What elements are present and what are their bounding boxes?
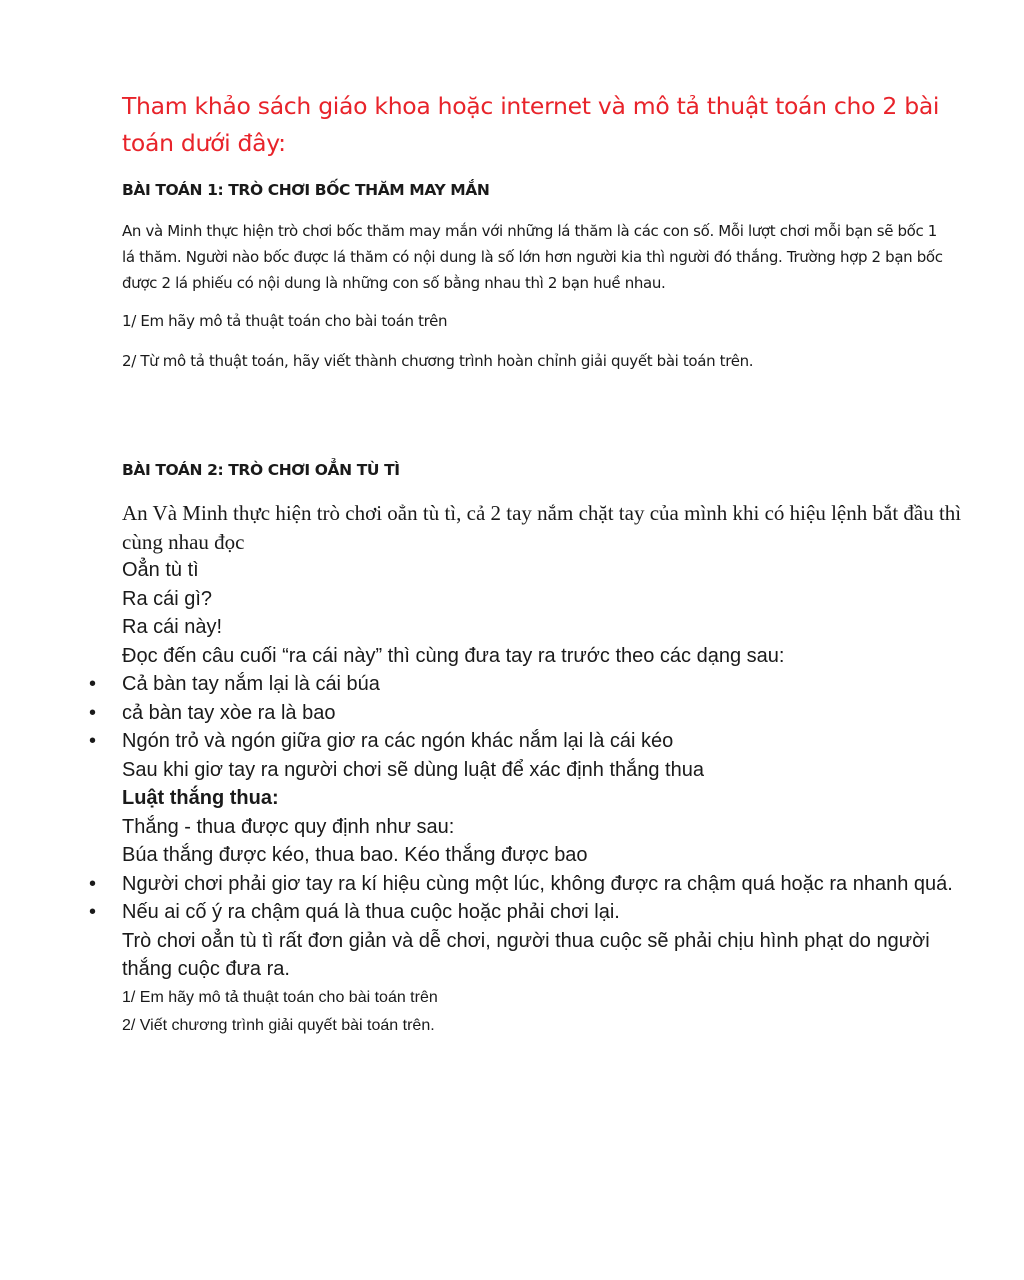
- problem-2-body: [89, 499, 982, 1040]
- bullet-dot-icon: •: [89, 701, 97, 724]
- shape-bullet-2: [89, 699, 982, 728]
- shape-bullet-3-text: Ngón trỏ và ngón giữa giơ ra các ngón khác nắm lại là cái kéo: [122, 730, 674, 752]
- bullet-dot-icon: •: [89, 730, 97, 752]
- rule-bullet-1-text: Người chơi phải giơ tay ra kí hiệu cùng một lúc, không được ra chậm quá hoặc ra nhanh quá.: [122, 872, 953, 895]
- problem-2-question-2: 2/ Viết chương trình giải quyết bài toán trên.: [122, 1016, 435, 1034]
- page-title: Tham khảo sách giáo khoa hoặc internet và mô tả thuật toán cho 2 bài toán dưới đây:: [122, 92, 940, 157]
- instruction-line: Đọc đến câu cuối “ra cái này” thì cùng đưa tay ra trước theo các dạng sau:: [122, 644, 785, 667]
- problem-1-question-1: 1/ Em hãy mô tả thuật toán cho bài toán trên: [122, 312, 448, 330]
- shape-bullet-2-text: cả bàn tay xòe ra là bao: [122, 701, 336, 724]
- after-shapes-line: Sau khi giơ tay ra người chơi sẽ dùng luật để xác định thắng thua: [122, 758, 704, 781]
- chant-line-2: Ra cái gì?: [122, 587, 213, 610]
- shape-bullet-1: [89, 670, 982, 699]
- problem-2-heading: BÀI TOÁN 2: TRÒ CHƠI OẲN TÙ TÌ: [122, 461, 400, 479]
- bullet-dot-icon: •: [89, 872, 97, 895]
- rule-bullet-2: [89, 898, 982, 927]
- problem-2-question-1: 1/ Em hãy mô tả thuật toán cho bài toán trên: [122, 988, 438, 1006]
- shape-bullet-3: [89, 727, 982, 756]
- chant-line-1: Oẳn tù tì: [122, 559, 199, 581]
- problem-1-section: [122, 178, 952, 374]
- shape-bullet-1-text: Cả bàn tay nắm lại là cái búa: [122, 673, 380, 695]
- rule-bullet-2-text: Nếu ai cố ý ra chậm quá là thua cuộc hoặc phải chơi lại.: [122, 901, 620, 923]
- problem-1-description: An và Minh thực hiện trò chơi bốc thăm may mắn với những lá thăm là các con số. Mỗi lượt chơi mỗi bạn sẽ bốc 1 lá thăm. Người nào bốc được lá thăm có nội dung là số lớn hơn người kia thì người đó thắng. Trường hợp 2 bạn bốc được 2 lá phiếu có nội dung là những con số bằng nhau thì 2 bạn huề nhau.: [122, 222, 943, 292]
- rule-main: Búa thắng được kéo, thua bao. Kéo thắng được bao: [122, 844, 588, 866]
- problem-1-question-2: 2/ Từ mô tả thuật toán, hãy viết thành chương trình hoàn chỉnh giải quyết bài toán trên.: [122, 352, 754, 370]
- rule-bullet-1: [89, 870, 982, 899]
- closing-line: Trò chơi oẳn tù tì rất đơn giản và dễ chơi, người thua cuộc sẽ phải chịu hình phạt do người thắng cuộc đưa ra.: [122, 929, 930, 980]
- bullet-dot-icon: •: [89, 901, 97, 923]
- problem-1-heading: BÀI TOÁN 1: TRÒ CHƠI BỐC THĂM MAY MẮN: [122, 181, 490, 199]
- chant-line-3: Ra cái này!: [122, 616, 223, 638]
- rules-heading: Luật thắng thua:: [122, 787, 279, 809]
- problem-2-intro: An Và Minh thực hiện trò chơi oẳn tù tì, cả 2 tay nắm chặt tay của mình khi có hiệu lệnh bắt đầu thì cùng nhau đọc: [122, 501, 962, 554]
- bullet-dot-icon: •: [89, 673, 97, 695]
- rules-intro: Thắng - thua được quy định như sau:: [122, 815, 455, 838]
